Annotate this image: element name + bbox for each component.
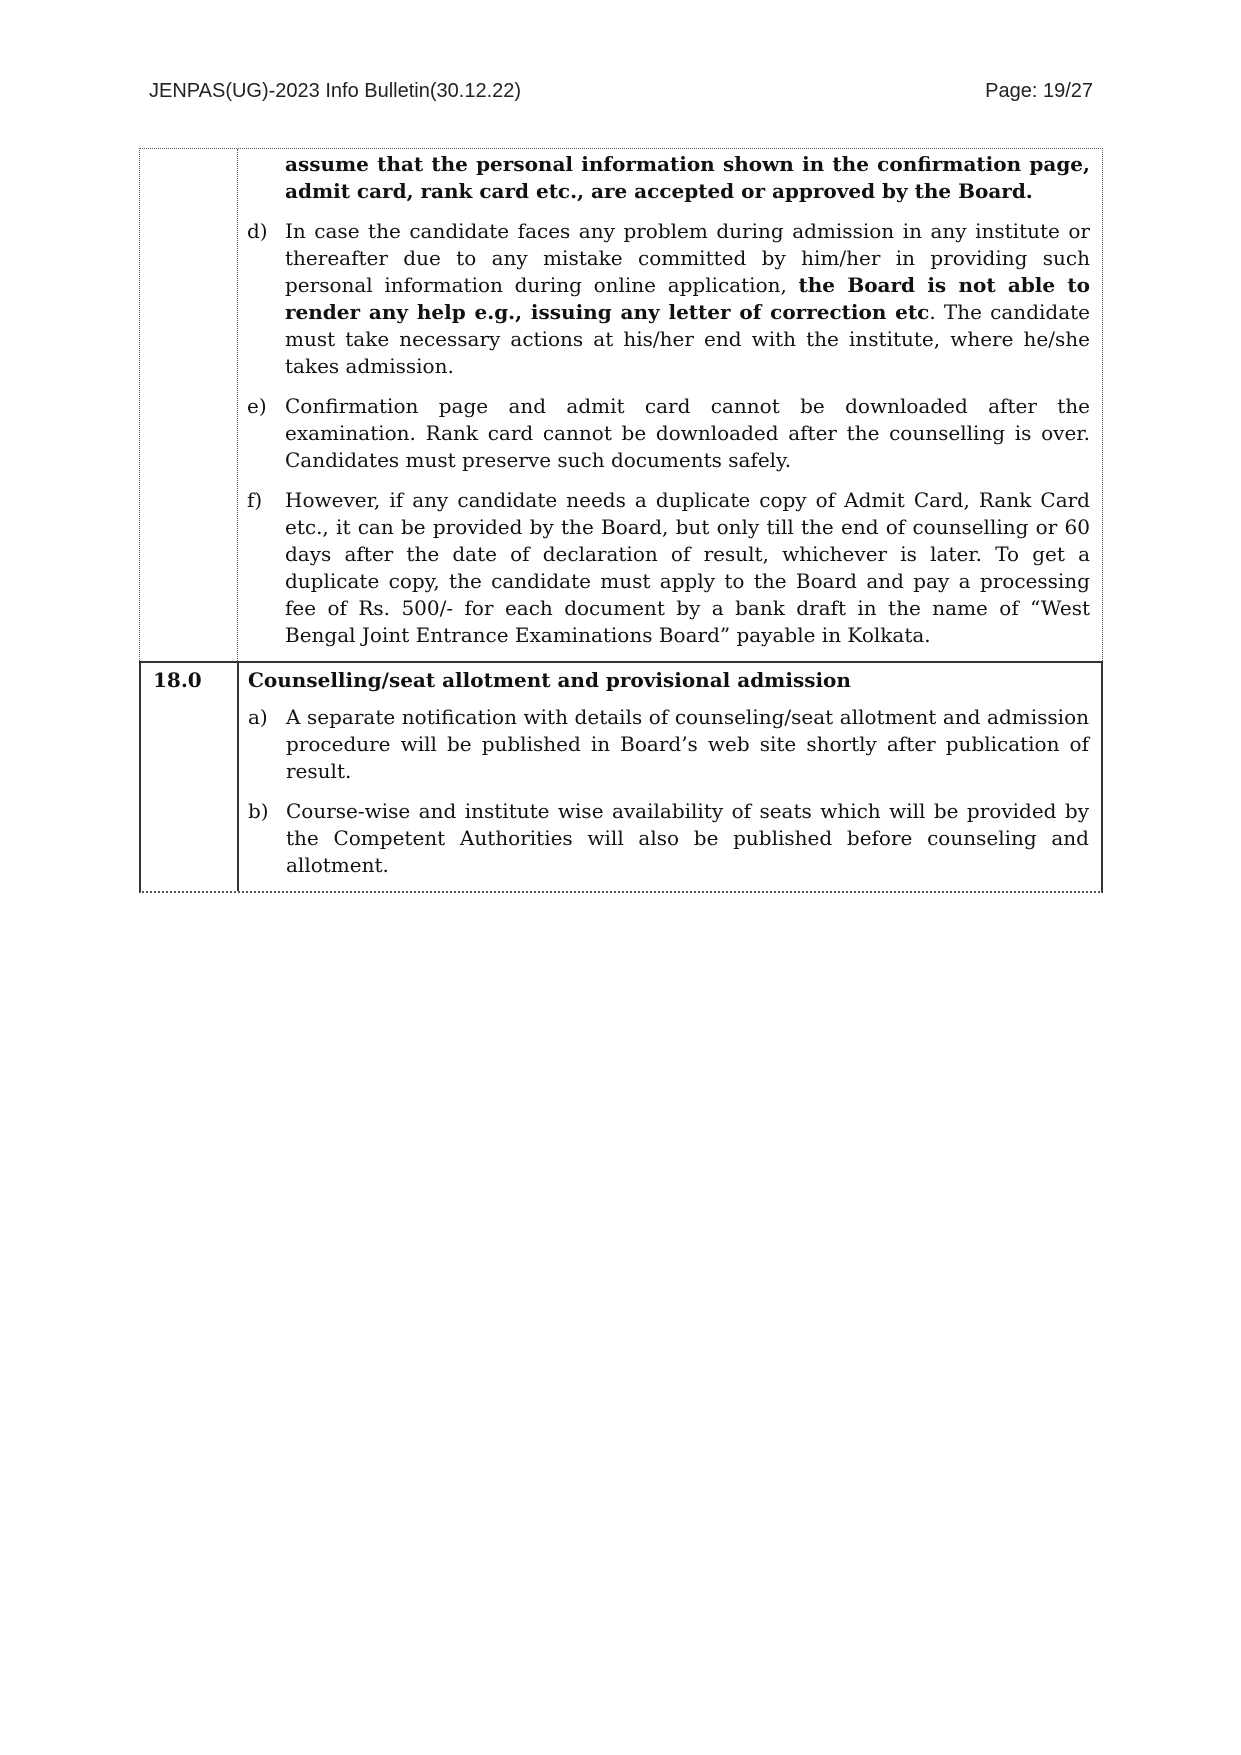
page-number: Page: 19/27: [985, 80, 1093, 102]
item-text: Confirmation page and admit card cannot be downloaded after the examination. Rank card cannot be downloaded after the counselling is over. Candidates must preserve such documents safely.: [285, 394, 1090, 472]
section-number-cell: 18.0: [141, 663, 239, 891]
list-item-e: [247, 393, 1090, 474]
section-body-cell: [238, 149, 1102, 661]
section-body-cell: [239, 663, 1101, 891]
item-text-regular: In case the candidate faces any problem during admission in any institute or thereafter due to any mistake committed by him/her in providing such personal information during online application,: [285, 219, 1090, 297]
section-number-cell: [140, 149, 238, 661]
list-item-b: [248, 798, 1089, 879]
list-item-f: [247, 487, 1090, 649]
continued-bold-text: assume that the personal information shown in the confirmation page, admit card, rank card etc., are accepted or approved by the Board.: [285, 152, 1090, 203]
item-text: Course-wise and institute wise availability of seats which will be provided by the Competent Authorities will also be published before counseling and allotment.: [286, 799, 1089, 877]
page-header: [149, 80, 1093, 103]
item-letter: f): [247, 488, 263, 512]
table-row-section-18: [139, 661, 1103, 893]
item-letter: b): [248, 799, 269, 823]
table-row-continued: [139, 148, 1103, 661]
item-text: However, if any candidate needs a duplicate copy of Admit Card, Rank Card etc., it can be provided by the Board, but only till the end of counselling or 60 days after the date of declaration of result, whichever is later. To get a duplicate copy, the candidate must apply to the Board and pay a processing fee of Rs. 500/- for each document by a bank draft in the name of “West Bengal Joint Entrance Examinations Board” payable in Kolkata.: [285, 488, 1090, 647]
item-letter: d): [247, 219, 268, 243]
list-item-d: [247, 218, 1090, 380]
bulletin-table: [139, 148, 1103, 893]
item-letter: a): [248, 705, 268, 729]
item-text-regular-end: . The candidate must take necessary actions at his/her end with the institute, where he/she takes admission.: [285, 300, 1090, 378]
section-heading: Counselling/seat allotment and provisional admission: [248, 668, 851, 692]
bulletin-title: JENPAS(UG)-2023 Info Bulletin(30.12.22): [149, 80, 522, 102]
item-letter: e): [247, 394, 267, 418]
item-text: [285, 218, 1090, 380]
item-text: A separate notification with details of counseling/seat allotment and admission procedure will be published in Board’s web site shortly after publication of result.: [286, 705, 1089, 783]
item-text-bold: the Board is not able to render any help e.g., issuing any letter of correction etc: [285, 273, 1090, 324]
list-item-a: [248, 704, 1089, 785]
